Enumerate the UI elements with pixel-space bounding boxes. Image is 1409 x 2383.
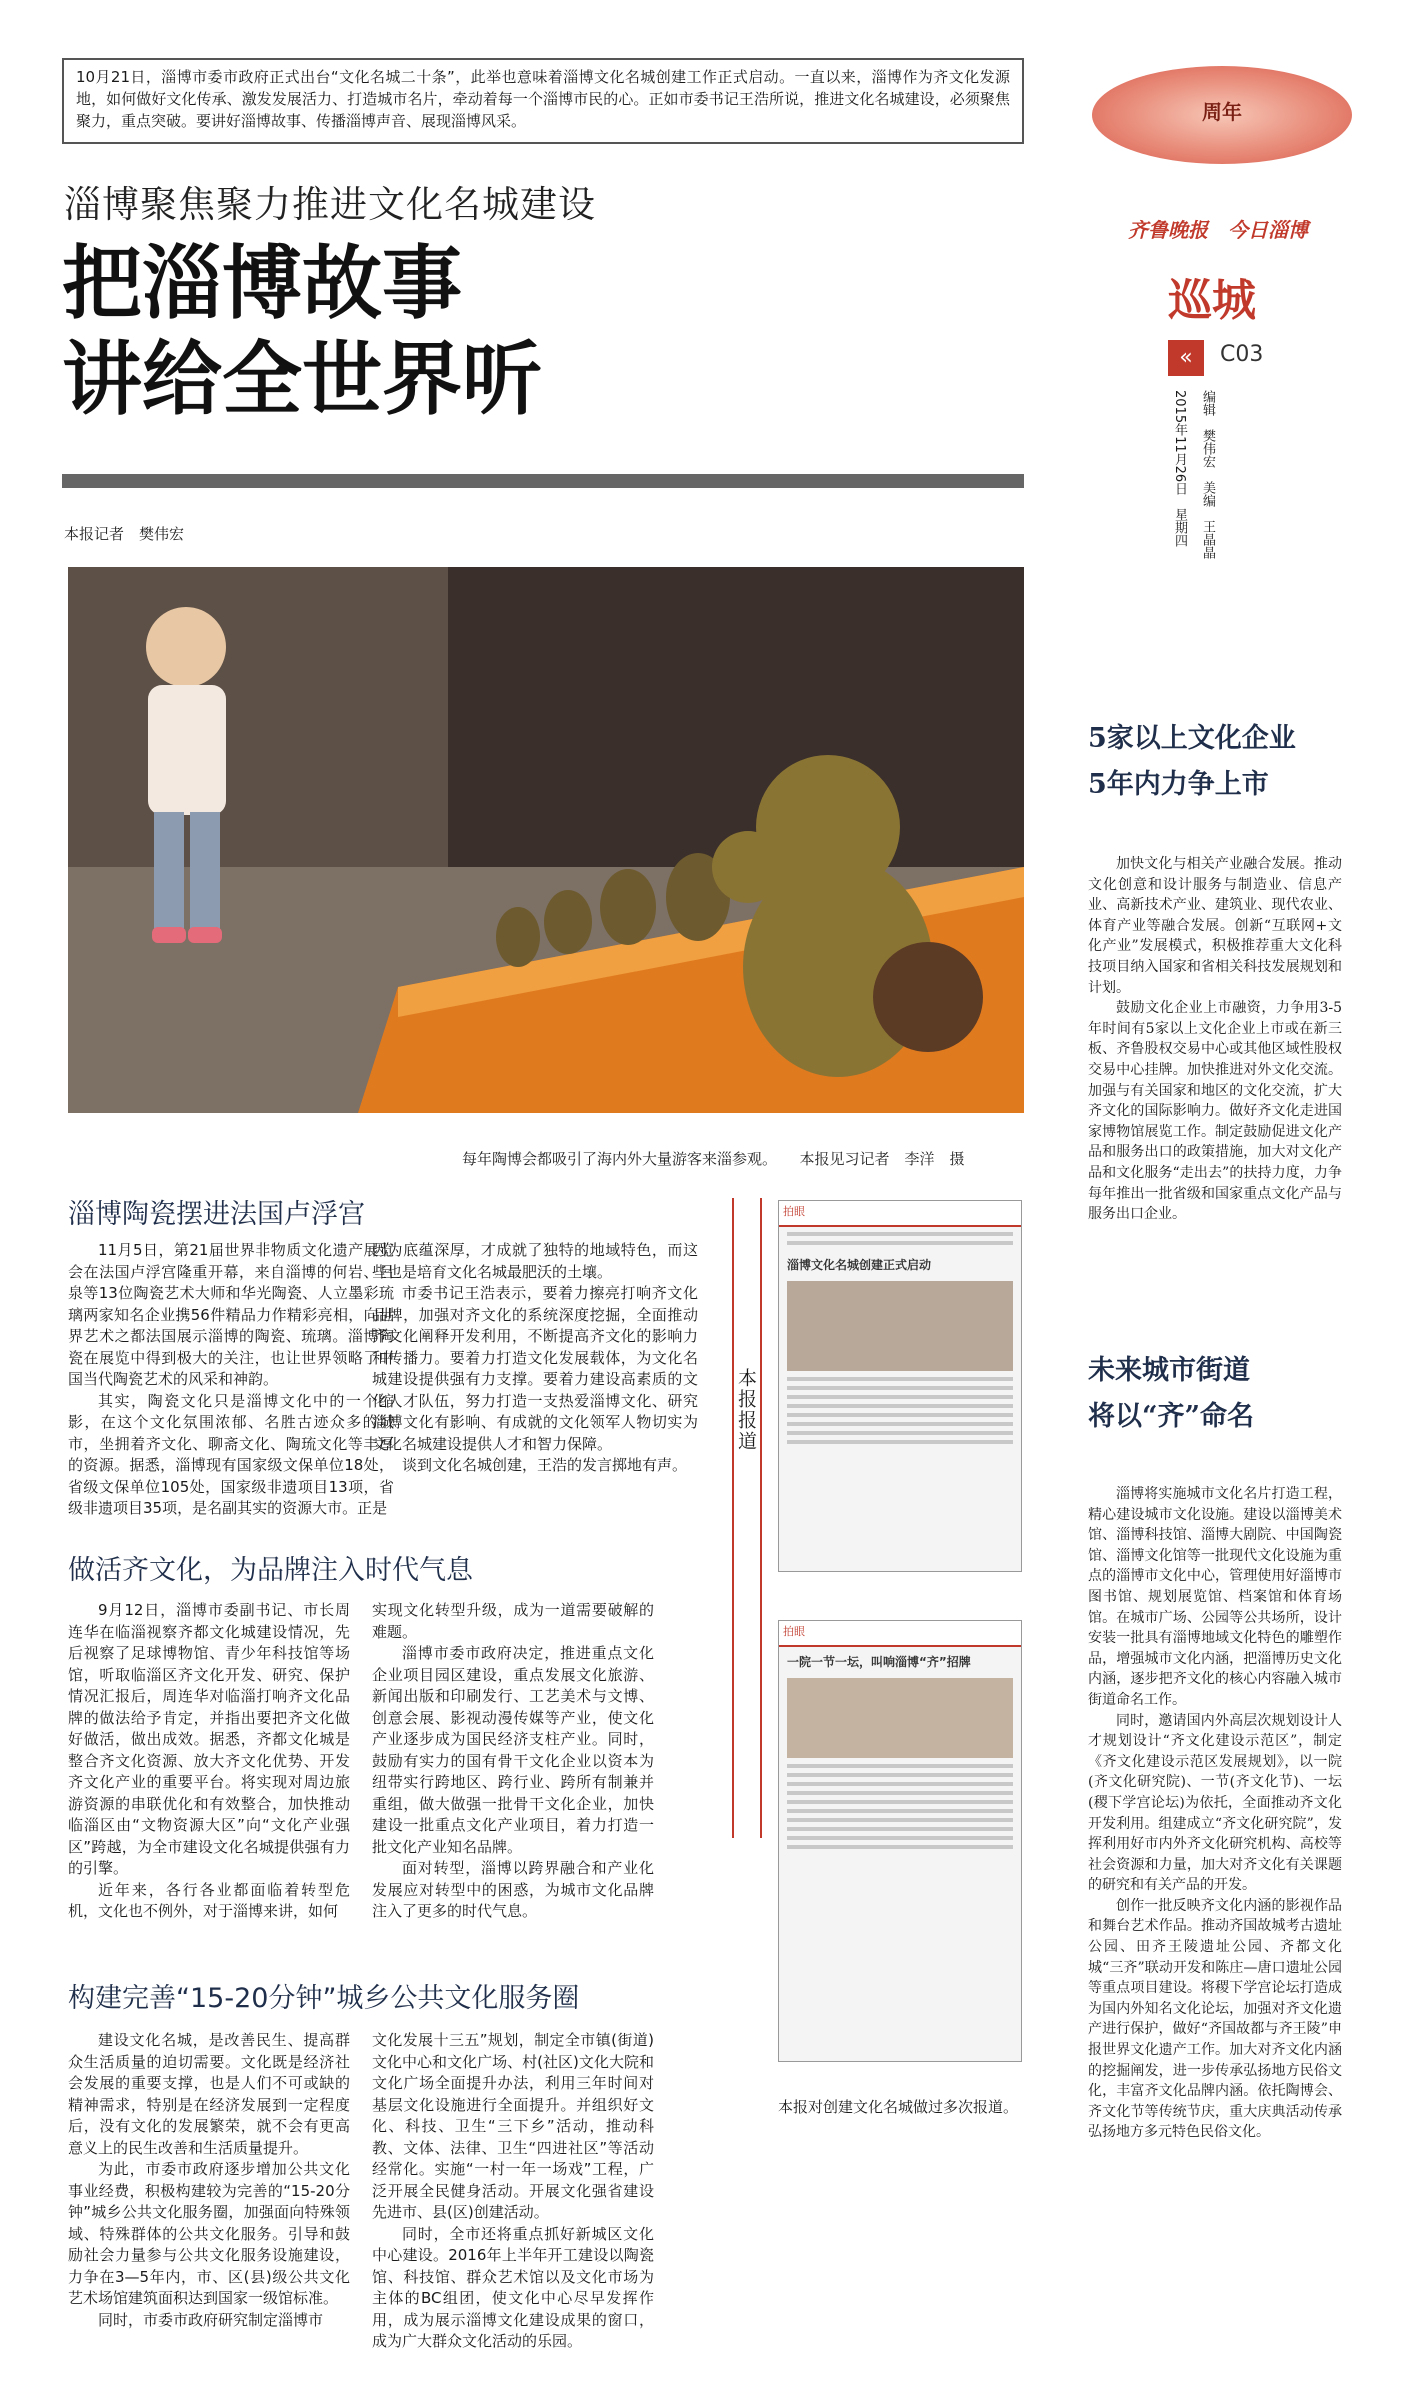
headline-rule	[62, 474, 1024, 488]
text-placeholder	[787, 1827, 1013, 1831]
title-line: 将以“齐”命名	[1088, 1401, 1255, 1432]
right-article-2-title	[1088, 1348, 1254, 1440]
main-photo	[68, 567, 1024, 1113]
text-placeholder	[787, 1809, 1013, 1813]
text-placeholder	[787, 1836, 1013, 1840]
paragraph: 因为底蕴深厚，才成就了独特的地域特色，而这些也是培育文化名城最肥沃的土壤。	[372, 1241, 698, 1281]
photo-caption: 每年陶博会都吸引了海内外大量游客来淄参观。 本报见习记者 李洋 摄	[462, 1150, 965, 1168]
lead-text: 10月21日，淄博市委市政府正式出台“文化名城二十条”，此举也意味着淄博文化名城创建工作正式启动。一直以来，淄博作为齐文化发源地，如何做好文化传承、激发发展活力、打造城市名片，牵动着每一个淄博市民的心。正如市委书记王浩所说，推进文化名城建设，必须聚焦聚力，重点突破。要讲好淄博故事、传播淄博声音、展现淄博风采。	[76, 68, 1010, 130]
paragraph: 面对转型，淄博以跨界融合和产业化发展应对转型中的困惑，为城市文化品牌注入了更多的时代气息。	[372, 1859, 654, 1920]
kicker-title: 淄博聚焦聚力推进文化名城建设	[64, 183, 596, 226]
paragraph: 同时，全市还将重点抓好新城区文化中心建设。2016年上半年开工建设以陶瓷馆、科技馆、群众艺术馆以及文化市场为主体的BC组团，使文化中心尽早发挥作用，成为展示淄博文化建设成果的窗口，成为广大群众文化活动的乐园。	[372, 2224, 654, 2350]
headline-line-2: 讲给全世界听	[62, 333, 542, 426]
clipping-headline: 一院一节一坛，叫响淄博“齐”招牌	[787, 1655, 971, 1669]
section-2-title: 做活齐文化，为品牌注入时代气息	[68, 1555, 473, 1586]
title-line: 5家以上文化企业	[1088, 723, 1296, 754]
paragraph: 同时，邀请国内外高层次规划设计人才规划设计“齐文化建设示范区”，制定《齐文化建设示范区发展规划》，以一院(齐文化研究院)、一节(齐文化节)、一坛(稷下学宫论坛)为依托，全面推动齐文化开发利用。组建成立“齐文化研究院”，发挥利用好市内外齐文化研究机构、高校等社会资源和力量，加大对齐文化有关课题的研究和有关产品的开发。	[1088, 1712, 1342, 1894]
text-placeholder	[787, 1782, 1013, 1786]
paragraph: 9月12日，淄博市委副书记、市长周连华在临淄视察齐都文化城建设情况，先后视察了足球博物馆、青少年科技馆等场馆，听取临淄区齐文化开发、研究、保护情况汇报后，周连华对临淄打响齐文化品牌的做法给予肯定，并指出要把齐文化做好做活，做出成效。据悉，齐都文化城是整合齐文化资源、放大齐文化优势、开发齐文化产业的重要平台。将实现对周边旅游资源的串联优化和有效整合，加快推动临淄区由“文物资源大区”向“文化产业强区”跨越，为全市建设文化名城提供强有力的引擎。	[68, 1601, 350, 1877]
anniversary-badge	[1092, 66, 1352, 164]
text-placeholder	[787, 1422, 1013, 1426]
paragraph: 市委书记王浩表示，要着力擦亮打响齐文化品牌，加强对齐文化的系统深度挖掘，全面推动齐文化阐释开发利用，不断提高齐文化的影响力和传播力。要着力打造文化发展载体，为文化名城建设提供强有力支撑。要着力建设高素质的文化人才队伍，努力打造一支热爱淄博文化、研究淄博文化有影响、有成就的文化领军人物切实为文化名城建设提供人才和智力保障。	[372, 1284, 698, 1453]
clipping-photo	[787, 1678, 1013, 1758]
section-1-col-2	[372, 1240, 698, 1477]
text-placeholder	[787, 1440, 1013, 1444]
right-article-1-body	[1088, 854, 1342, 1225]
paragraph: 鼓励文化企业上市融资，力争用3-5年时间有5家以上文化企业上市或在新三板、齐鲁股权交易中心或其他区域性股权交易中心挂牌。加快推进对外文化交流。加强与有关国家和地区的文化交流，扩大齐文化的国际影响力。做好齐文化走进国家博物馆展览工作。制定鼓励促进文化产品和服务出口的政策措施，加大对文化产品和文化服务“走出去”的扶持力度，力争每年推出一批省级和国家重点文化产品与服务出口企业。	[1088, 1000, 1342, 1223]
side-tag-label: 本报报道	[734, 1368, 760, 1452]
paragraph: 为此，市委市政府逐步增加公共文化事业经费，积极构建较为完善的“15-20分钟”城乡公共文化服务圈，加强面向特殊领域、特殊群体的公共文化服务。引导和鼓励社会力量参与公共文化服务设施建设，力争在3—5年内，市、区(县)级公共文化艺术场馆建筑面积达到国家一级馆标准。	[68, 2160, 350, 2307]
thumbnail-caption: 本报对创建文化名城做过多次报道。	[778, 2098, 1019, 2116]
text-placeholder	[787, 1413, 1013, 1417]
paragraph: 文化发展十三五”规划，制定全市镇(街道)文化中心和文化广场、村(社区)文化大院和文化广场全面提升办法，利用三年时间对基层文化设施进行全面提升。并组织好文化、科技、卫生“三下乡”活动，推动科教、文体、法律、卫生“四进社区”等活动经常化。实施“一村一年一场戏”工程，广泛开展全民健身活动。开展文化强省建设先进市、县(区)创建活动。	[372, 2031, 654, 2221]
newspaper-name: 齐鲁晚报 今日淄博	[1128, 218, 1308, 242]
section-3-title: 构建完善“15-20分钟”城乡公共文化服务圈	[68, 1983, 580, 2014]
section-3-col-2	[372, 2030, 654, 2353]
byline: 本报记者 樊伟宏	[64, 525, 185, 543]
main-headline	[62, 236, 702, 428]
section-1-title: 淄博陶瓷摆进法国卢浮宫	[68, 1199, 365, 1230]
text-placeholder	[787, 1845, 1013, 1849]
badge-label: 周年	[1202, 100, 1242, 124]
text-placeholder	[787, 1395, 1013, 1399]
double-chevron-left-icon: «	[1168, 340, 1204, 376]
text-placeholder	[787, 1386, 1013, 1390]
section-2-col-2	[372, 1600, 654, 1923]
clipping-masthead: 拍眼	[779, 1201, 1021, 1227]
right-article-1-title	[1088, 716, 1296, 808]
clipping-thumbnail-1	[778, 1200, 1022, 1572]
paragraph: 淄博将实施城市文化名片打造工程，精心建设城市文化设施。建设以淄博美术馆、淄博科技馆、淄博大剧院、中国陶瓷馆、淄博文化馆等一批现代文化设施为重点的淄博市文化中心，管理使用好淄博市图书馆、规划展览馆、档案馆和体育场馆。在城市广场、公园等公共场所，设计安装一批具有淄博地域文化特色的雕塑作品，增强城市文化内涵，把淄博历史文化内涵，逐步把齐文化的核心内容融入城市街道命名工作。	[1088, 1486, 1342, 1708]
clipping-thumbnail-2	[778, 1620, 1022, 2062]
editor-line: 编辑 樊伟宏 美编 王晶晶	[1200, 390, 1215, 559]
paragraph: 淄博市委市政府决定，推进重点文化企业项目园区建设，重点发展文化旅游、新闻出版和印刷发行、工艺美术与文博、创意会展、影视动漫传媒等产业，使文化产业逐步成为国民经济支柱产业。同时，鼓励有实力的国有骨干文化企业以资本为纽带实行跨地区、跨行业、跨所有制兼并重组，做大做强一批骨干文化企业，加快建设一批重点文化产业项目，着力打造一批文化产业知名品牌。	[372, 1644, 654, 1856]
clipping-photo	[787, 1281, 1013, 1371]
page-number: C03	[1220, 342, 1264, 367]
title-line: 未来城市街道	[1088, 1355, 1250, 1386]
date-line: 2015年11月26日 星期四	[1172, 390, 1187, 548]
right-article-2-body	[1088, 1484, 1342, 2143]
text-placeholder	[787, 1800, 1013, 1804]
text-placeholder	[787, 1773, 1013, 1777]
headline-line-1: 把淄博故事	[62, 237, 462, 330]
text-placeholder	[787, 1404, 1013, 1408]
paragraph: 其实，陶瓷文化只是淄博文化中的一个缩影，在这个文化氛围浓郁、名胜古迹众多的城市，坐拥着齐文化、聊斋文化、陶琉文化等丰厚的资源。据悉，淄博现有国家级文保单位18处，省级文保单位105处，国家级非遗项目13项，省级非遗项目35项，是名副其实的资源大市。正是	[68, 1391, 394, 1517]
text-placeholder	[787, 1232, 1013, 1236]
side-tag-frame	[732, 1198, 762, 1838]
paragraph: 加快文化与相关产业融合发展。推动文化创意和设计服务与制造业、信息产业、高新技术产业、建筑业、现代农业、体育产业等融合发展。创新“互联网+文化产业”发展模式，积极推荐重大文化科技项目纳入国家和省相关科技发展规划和计划。	[1088, 856, 1342, 996]
paragraph: 谈到文化名城创建，王浩的发言掷地有声。	[402, 1456, 688, 1474]
text-placeholder	[787, 1241, 1013, 1245]
paragraph: 建设文化名城，是改善民生、提高群众生活质量的迫切需要。文化既是经济社会发展的重要支撑，也是人们不可或缺的精神需求，特别是在经济发展到一定程度后，没有文化的发展繁荣，就不会有更高意义上的民生改善和生活质量提升。	[68, 2031, 350, 2157]
section-3-col-1	[68, 2030, 350, 2331]
lead-summary-box	[62, 58, 1024, 144]
text-placeholder	[787, 1791, 1013, 1795]
paragraph: 近年来，各行各业都面临着转型危机，文化也不例外，对于淄博来讲，如何	[68, 1880, 350, 1920]
clipping-headline: 淄博文化名城创建正式启动	[787, 1258, 932, 1272]
text-placeholder	[787, 1818, 1013, 1822]
paragraph: 实现文化转型升级，成为一道需要破解的难题。	[372, 1601, 654, 1641]
paragraph: 创作一批反映齐文化内涵的影视作品和舞台艺术作品。推动齐国故城考古遗址公园、田齐王陵遗址公园、齐都文化城“三齐”联动开发和陈庄—唐口遗址公园等重点项目建设。将稷下学宫论坛打造成为国内外知名文化论坛，加强对齐文化遗产进行保护，做好“齐国故都与齐王陵”申报世界文化遗产工作。加大对齐文化内涵的挖掘阐发，进一步传承弘扬地方民俗文化，丰富齐文化品牌内涵。依托陶博会、齐文化节等传统节庆，重大庆典活动传承弘扬地方多元特色民俗文化。	[1088, 1897, 1342, 2141]
paragraph: 11月5日，第21届世界非物质文化遗产展览会在法国卢浮宫隆重开幕，来自淄博的何岩、吕泉等13位陶瓷艺术大师和华光陶瓷、人立墨彩琉璃两家知名企业携56件精品力作精彩亮相，向世界艺术之都法国展示淄博的陶瓷、琉璃。淄博陶瓷在展览中得到极大的关注，也让世界领略了中国当代陶瓷艺术的风采和神韵。	[68, 1241, 394, 1388]
text-placeholder	[787, 1377, 1013, 1381]
clipping-masthead: 拍眼	[779, 1621, 1021, 1647]
section-name: 巡城	[1168, 275, 1256, 326]
text-placeholder	[787, 1431, 1013, 1435]
paragraph: 同时，市委市政府研究制定淄博市	[98, 2310, 324, 2329]
title-line: 5年内力争上市	[1088, 769, 1269, 800]
text-placeholder	[787, 1764, 1013, 1768]
section-2-col-1	[68, 1600, 350, 1923]
section-1-col-1	[68, 1240, 394, 1520]
